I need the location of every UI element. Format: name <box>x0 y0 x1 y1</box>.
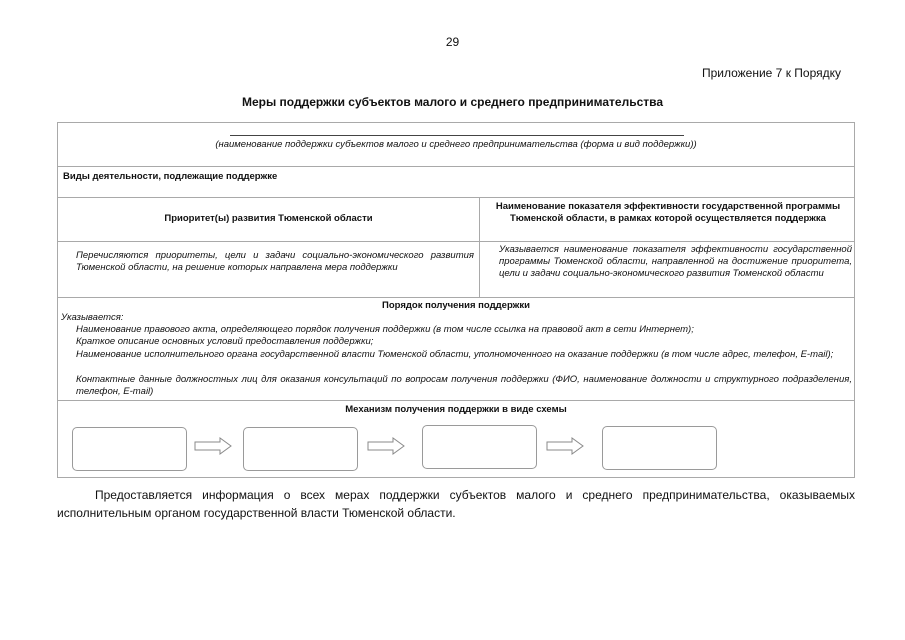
row-divider <box>58 197 854 198</box>
activities-label: Виды деятельности, подлежащие поддержке <box>63 171 278 182</box>
support-name-underline <box>230 135 684 136</box>
arrow-right-icon <box>194 437 232 455</box>
row-divider <box>58 400 854 401</box>
scheme-header: Механизм получения поддержки в виде схемы <box>345 404 567 415</box>
procedure-item: Наименование правового акта, определяющего порядок получения поддержки (в том числе ссылка на правовой акт в сети Интернет); <box>76 324 694 335</box>
priorities-text: Перечисляются приоритеты, цели и задачи социально-экономического развития Тюменской области, на решение которых направлена мера поддержки <box>76 250 474 273</box>
procedure-intro: Указывается: <box>61 312 124 323</box>
support-name-hint: (наименование поддержки субъектов малого и среднего предпринимательства (форма и вид поддержки)) <box>215 139 697 150</box>
procedure-item: Краткое описание основных условий предоставления поддержки; <box>76 336 374 347</box>
procedure-item: Наименование исполнительного органа государственной власти Тюменской области, уполномоченного на оказание поддержки (в том числе адрес, телефон, E-mail); <box>76 349 834 360</box>
scheme-step-box <box>422 425 537 469</box>
procedure-header: Порядок получения поддержки <box>382 300 530 311</box>
arrow-right-icon <box>367 437 405 455</box>
procedure-item: Контактные данные должностных лиц для оказания консультаций по вопросам получения поддержки (ФИО, наименование должности и структурного подразделения, телефон, E-mail) <box>76 374 852 397</box>
arrow-right-icon <box>546 437 584 455</box>
priorities-header: Приоритет(ы) развития Тюменской области <box>164 213 373 224</box>
row-divider <box>58 166 854 167</box>
scheme-step-box <box>243 427 358 471</box>
footer-paragraph: Предоставляется информация о всех мерах поддержки субъектов малого и среднего предпринимательства, оказываемых исполнительным органом государственной власти Тюменской области. <box>57 488 855 520</box>
page-number: 29 <box>445 35 460 49</box>
document-title: Меры поддержки субъектов малого и среднего предпринимательства <box>241 95 664 109</box>
row-divider <box>58 297 854 298</box>
scheme-step-box <box>602 426 717 470</box>
indicator-header: Наименование показателя эффективности государственной программы Тюменской области, в рамках которой осуществляется поддержка <box>495 201 841 224</box>
appendix-label: Приложение 7 к Порядку <box>701 66 841 80</box>
scheme-step-box <box>72 427 187 471</box>
row-divider <box>58 241 854 242</box>
support-measures-table <box>57 122 855 478</box>
indicator-text: Указывается наименование показателя эффективности государственной программы Тюменской области, направленной на достижение приоритета, цели и задачи социально-экономического развития Тюменской области <box>499 244 852 279</box>
column-divider <box>479 197 480 297</box>
